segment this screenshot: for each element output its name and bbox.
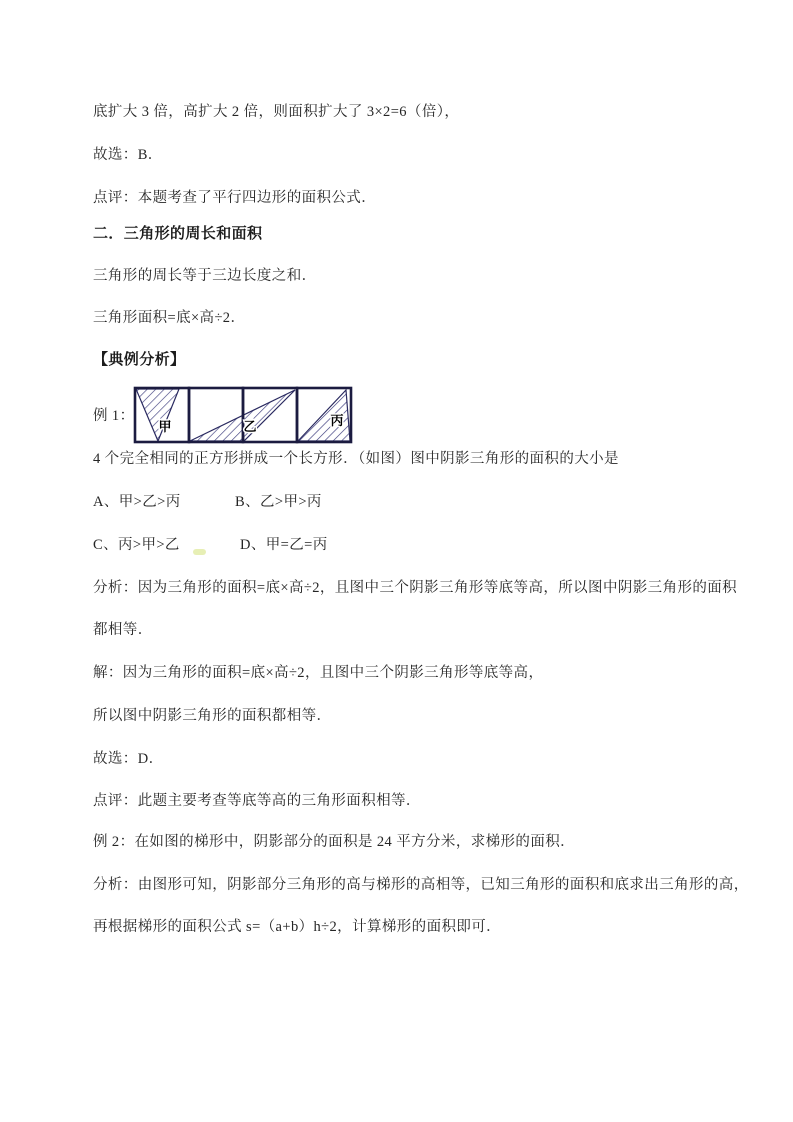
example1-solution-line2: 所以图中阴影三角形的面积都相等． xyxy=(93,708,332,724)
example1-question: 4 个完全相同的正方形拼成一个长方形．（如图）图中阴影三角形的面积的大小是 xyxy=(93,451,619,467)
option-a: A、甲>乙>丙 xyxy=(93,494,181,510)
example2-statement: 例 2：在如图的梯形中，阴影部分的面积是 24 平方分米，求梯形的面积． xyxy=(93,834,576,850)
prev-comment: 点评：本题考查了平行四边形的面积公式． xyxy=(93,190,377,206)
area-rule: 三角形面积=底×高÷2． xyxy=(93,310,246,326)
section-heading: 二．三角形的周长和面积 xyxy=(93,226,263,242)
example1-analysis-line1: 分析：因为三角形的面积=底×高÷2，且图中三个阴影三角形等底等高，所以图中阴影三角形的面积 xyxy=(93,580,738,596)
example1-solution-line1: 解：因为三角形的面积=底×高÷2，且图中三个阴影三角形等底等高， xyxy=(93,665,544,681)
figure-label-bing: 丙 xyxy=(330,413,344,428)
option-d: D、甲=乙=丙 xyxy=(240,537,328,553)
example1-analysis-line2: 都相等． xyxy=(93,622,153,638)
squares-triangles-figure xyxy=(133,386,353,448)
figure-label-yi: 乙 xyxy=(243,419,257,434)
option-c: C、丙>甲>乙 xyxy=(93,537,180,553)
example1-answer: 故选：D． xyxy=(93,751,164,767)
examples-heading: 【典例分析】 xyxy=(93,352,186,368)
perimeter-rule: 三角形的周长等于三边长度之和． xyxy=(93,268,317,284)
example1-comment: 点评：此题主要考查等底等高的三角形面积相等． xyxy=(93,793,421,809)
example1-label: 例 1： xyxy=(93,408,135,424)
highlight-mark xyxy=(193,549,206,555)
example1-figure xyxy=(133,386,353,448)
option-b: B、乙>甲>丙 xyxy=(235,494,322,510)
prev-answer: 故选：B． xyxy=(93,147,163,163)
example2-analysis-line1: 分析：由图形可知，阴影部分三角形的高与梯形的高相等，已知三角形的面积和底求出三角形的高， xyxy=(93,877,749,893)
figure-label-jia: 甲 xyxy=(158,419,172,434)
example2-analysis-line2: 再根据梯形的面积公式 s=（a+b）h÷2，计算梯形的面积即可． xyxy=(93,919,502,935)
prev-solution-step: 底扩大 3 倍，高扩大 2 倍，则面积扩大了 3×2=6（倍）， xyxy=(93,104,460,120)
